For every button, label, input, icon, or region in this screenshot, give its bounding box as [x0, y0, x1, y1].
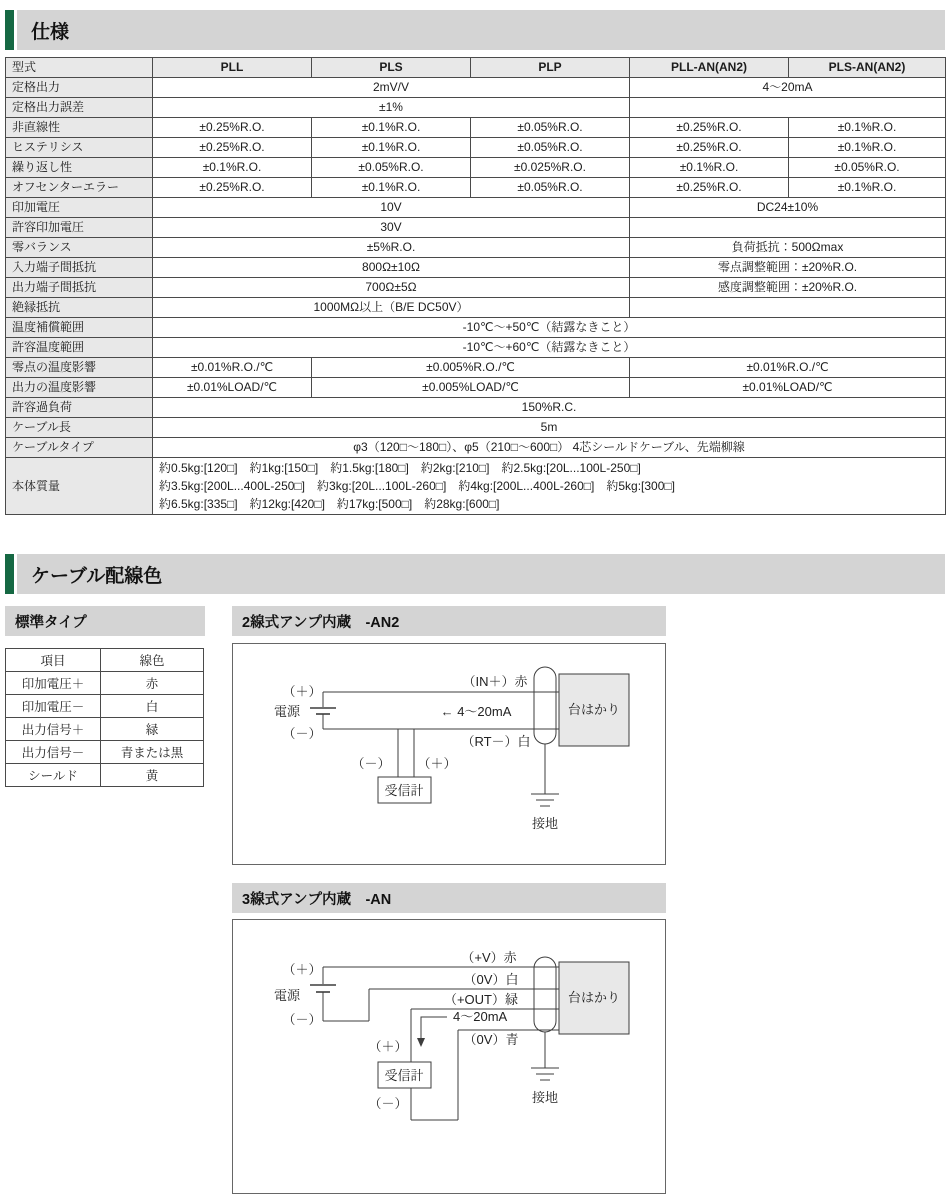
spec-cell: 10V [153, 198, 630, 218]
spec-cell: ±0.1%R.O. [789, 118, 946, 138]
spec-row-label: 定格出力 [6, 78, 153, 98]
spec-row-label: 入力端子間抵抗 [6, 258, 153, 278]
spec-row [6, 78, 946, 98]
battery-icon [310, 708, 336, 714]
spec-row [6, 198, 946, 218]
wire-color-table [5, 648, 204, 787]
spec-cell: ±0.25%R.O. [630, 138, 789, 158]
wire-in-plus-label: （IN＋）赤 [462, 674, 528, 689]
spec-row-label: 出力の温度影響 [6, 378, 153, 398]
spec-row-label: 温度補償範囲 [6, 318, 153, 338]
spec-cell-line: 約6.5kg:[335□] 約12kg:[420□] 約17kg:[500□] 約28kg:[600□] [159, 497, 500, 511]
wire-out-green-label: （+OUT）緑 [443, 992, 519, 1007]
spec-row-label: ケーブルタイプ [6, 438, 153, 458]
receiver-plus-label: （＋） [417, 756, 457, 771]
spec-cell: DC24±10% [630, 198, 946, 218]
wire-rt-minus-label: （RT－）白 [461, 734, 531, 749]
section-accent-bar [5, 10, 14, 50]
wire-v-plus-label: （+V）赤 [461, 950, 517, 965]
wire-color-cell: 青または黒 [101, 741, 204, 764]
receiver-minus-label: （－） [368, 1096, 408, 1111]
spec-cell: -10℃～+60℃（結露なきこと） [153, 338, 946, 358]
spec-row [6, 358, 946, 378]
ground-icon [531, 744, 559, 806]
spec-row [6, 438, 946, 458]
receiver-label: 受信計 [384, 1068, 424, 1083]
spec-row-label: 出力端子間抵抗 [6, 278, 153, 298]
ground-label: 接地 [531, 1090, 559, 1105]
spec-header-model: 型式 [6, 58, 153, 78]
spec-row-label: 印加電圧 [6, 198, 153, 218]
spec-cell: 1000MΩ以上（B/E DC50V） [153, 298, 630, 318]
wire-0v-blue-label: （0V）青 [463, 1032, 519, 1047]
spec-header-col: PLL-AN(AN2) [630, 58, 789, 78]
spec-cell [630, 98, 946, 118]
subheader-3wire [232, 883, 666, 913]
wire-color-cell: 出力信号－ [6, 741, 101, 764]
current-label: ← 4～20mA [440, 704, 512, 719]
power-plus-label: （＋） [282, 684, 322, 699]
spec-row-label: 定格出力誤差 [6, 98, 153, 118]
spec-row [6, 378, 946, 398]
spec-row [6, 258, 946, 278]
scale-label: 台はかり [567, 702, 621, 717]
wire-color-cell: シールド [6, 764, 101, 787]
receiver-label: 受信計 [384, 783, 424, 798]
spec-cell: ±0.01%R.O./℃ [153, 358, 312, 378]
spec-cell: ±0.05%R.O. [471, 178, 630, 198]
current-label: 4～20mA [453, 1009, 508, 1024]
section-title-specs: 仕様 [31, 21, 70, 43]
spec-cell: ±0.25%R.O. [630, 178, 789, 198]
wire-color-row [6, 741, 204, 764]
spec-row-label: 許容過負荷 [6, 398, 153, 418]
spec-row [6, 418, 946, 438]
wire-0v-white-label: （0V）白 [463, 972, 519, 987]
wire-color-cell: 白 [101, 695, 204, 718]
wire-color-header-cell: 線色 [101, 649, 204, 672]
spec-cell: ±0.05%R.O. [789, 158, 946, 178]
spec-cell: 感度調整範囲：±20%R.O. [630, 278, 946, 298]
section-header-bar [17, 554, 945, 594]
spec-cell: ±0.005%R.O./℃ [312, 358, 630, 378]
spec-row [6, 278, 946, 298]
spec-cell: ±0.1%R.O. [153, 158, 312, 178]
spec-row [6, 178, 946, 198]
spec-table [5, 57, 946, 515]
spec-cell: ±0.05%R.O. [312, 158, 471, 178]
wire-color-cell: 赤 [101, 672, 204, 695]
spec-cell: 5m [153, 418, 946, 438]
spec-row-label: 繰り返し性 [6, 158, 153, 178]
spec-header-col: PLP [471, 58, 630, 78]
wires-3wire [323, 967, 559, 1120]
spec-row-label: オフセンターエラー [6, 178, 153, 198]
spec-cell: ±0.1%R.O. [789, 178, 946, 198]
power-label: 電源 [273, 704, 301, 719]
power-minus-label: （－） [282, 726, 322, 741]
wire-color-row [6, 764, 204, 787]
spec-row-label: ヒステリシス [6, 138, 153, 158]
battery-icon [310, 985, 336, 992]
spec-row [6, 118, 946, 138]
wire-color-cell: 印加電圧－ [6, 695, 101, 718]
section-header-bar [17, 10, 945, 50]
spec-cell: ±0.25%R.O. [153, 178, 312, 198]
wiring-left-column [5, 606, 205, 1194]
spec-cell: ±0.05%R.O. [471, 118, 630, 138]
spec-cell [630, 218, 946, 238]
spec-row [6, 98, 946, 118]
wire-color-row [6, 718, 204, 741]
spec-row [6, 398, 946, 418]
spec-cell: 零点調整範囲：±20%R.O. [630, 258, 946, 278]
power-minus-label: （－） [282, 1012, 322, 1027]
subheader-standard-type-label: 標準タイプ [15, 614, 87, 631]
spec-cell-line: 約3.5kg:[200L...400L-250□] 約3kg:[20L...100L-260□] 約4kg:[200L...400L-260□] 約5kg:[300□] [159, 479, 675, 493]
spec-cell: 150%R.C. [153, 398, 946, 418]
spec-cell: ±0.25%R.O. [630, 118, 789, 138]
ground-label: 接地 [531, 816, 559, 831]
spec-header-col: PLL [153, 58, 312, 78]
scale-label: 台はかり [567, 990, 621, 1005]
spec-cell: 2mV/V [153, 78, 630, 98]
spec-cell: ±0.1%R.O. [789, 138, 946, 158]
spec-cell: ±0.1%R.O. [312, 118, 471, 138]
spec-header-col: PLS-AN(AN2) [789, 58, 946, 78]
wire-color-row [6, 695, 204, 718]
spec-row-label: 零点の温度影響 [6, 358, 153, 378]
spec-cell: ±0.25%R.O. [153, 138, 312, 158]
spec-cell: ±0.1%R.O. [312, 178, 471, 198]
spec-cell: 700Ω±5Ω [153, 278, 630, 298]
spec-row-label: 許容温度範囲 [6, 338, 153, 358]
wire-color-cell: 出力信号＋ [6, 718, 101, 741]
power-label: 電源 [273, 988, 301, 1003]
spec-cell: ±0.01%LOAD/℃ [630, 378, 946, 398]
spec-cell: ±0.01%LOAD/℃ [153, 378, 312, 398]
spec-cell-line: 約0.5kg:[120□] 約1kg:[150□] 約1.5kg:[180□] 約2kg:[210□] 約2.5kg:[20L...100L-250□] [159, 461, 641, 475]
spec-cell: ±5%R.O. [153, 238, 630, 258]
spec-table-header-row [6, 58, 946, 78]
spec-row-label: 許容印加電圧 [6, 218, 153, 238]
spec-row [6, 238, 946, 258]
section-header-specs [5, 10, 945, 50]
spec-row [6, 218, 946, 238]
wire-color-cell: 黄 [101, 764, 204, 787]
current-arrow-icon [417, 1017, 447, 1047]
wire-color-header-cell: 項目 [6, 649, 101, 672]
spec-cell: ±0.1%R.O. [312, 138, 471, 158]
spec-row-label: ケーブル長 [6, 418, 153, 438]
section-accent-bar [5, 554, 14, 594]
spec-cell: 800Ω±10Ω [153, 258, 630, 278]
spec-cell: 負荷抵抗：500Ωmax [630, 238, 946, 258]
spec-cell [153, 458, 946, 515]
spec-row [6, 138, 946, 158]
spec-cell: 4～20mA [630, 78, 946, 98]
spec-cell: ±0.01%R.O./℃ [630, 358, 946, 378]
subheader-standard-type [5, 606, 205, 636]
subheader-3wire-label: 3線式アンプ内蔵 -AN [242, 891, 392, 908]
spec-row-label: 零バランス [6, 238, 153, 258]
wiring-diagram-3wire [233, 920, 665, 1188]
cable-shield-capsule [534, 957, 556, 1032]
power-plus-label: （＋） [282, 962, 322, 977]
spec-cell: ±0.25%R.O. [153, 118, 312, 138]
spec-row [6, 458, 946, 515]
spec-cell: φ3（120□～180□）、φ5（210□～600□） 4芯シールドケーブル、先端柳線 [153, 438, 946, 458]
spec-row-label: 非直線性 [6, 118, 153, 138]
cable-shield-capsule [534, 667, 556, 744]
spec-row [6, 298, 946, 318]
spec-row-label: 絶縁抵抗 [6, 298, 153, 318]
spec-cell: 30V [153, 218, 630, 238]
spec-cell [630, 298, 946, 318]
spec-header-col: PLS [312, 58, 471, 78]
wire-color-cell: 緑 [101, 718, 204, 741]
diagram-2wire-box [232, 643, 666, 865]
wire-color-header-row [6, 649, 204, 672]
section-header-wiring [5, 554, 945, 594]
receiver-plus-label: （＋） [368, 1039, 408, 1054]
wiring-right-column [232, 606, 666, 1194]
spec-cell: ±0.025%R.O. [471, 158, 630, 178]
spec-row [6, 318, 946, 338]
subheader-2wire-label: 2線式アンプ内蔵 -AN2 [242, 614, 400, 631]
wiring-section [5, 606, 945, 1194]
spec-row-label: 本体質量 [6, 458, 153, 515]
spec-cell: ±0.05%R.O. [471, 138, 630, 158]
wire-color-cell: 印加電圧＋ [6, 672, 101, 695]
section-title-wiring: ケーブル配線色 [31, 565, 163, 587]
wire-color-row [6, 672, 204, 695]
diagram-3wire-box [232, 919, 666, 1194]
ground-icon [531, 1032, 559, 1080]
spec-cell: ±0.1%R.O. [630, 158, 789, 178]
subheader-2wire [232, 606, 666, 636]
receiver-minus-label: （－） [351, 756, 391, 771]
spec-cell: ±0.005%LOAD/℃ [312, 378, 630, 398]
spec-cell: -10℃～+50℃（結露なきこと） [153, 318, 946, 338]
spec-row [6, 338, 946, 358]
spec-cell: ±1% [153, 98, 630, 118]
spec-row [6, 158, 946, 178]
wiring-diagram-2wire [233, 644, 665, 859]
